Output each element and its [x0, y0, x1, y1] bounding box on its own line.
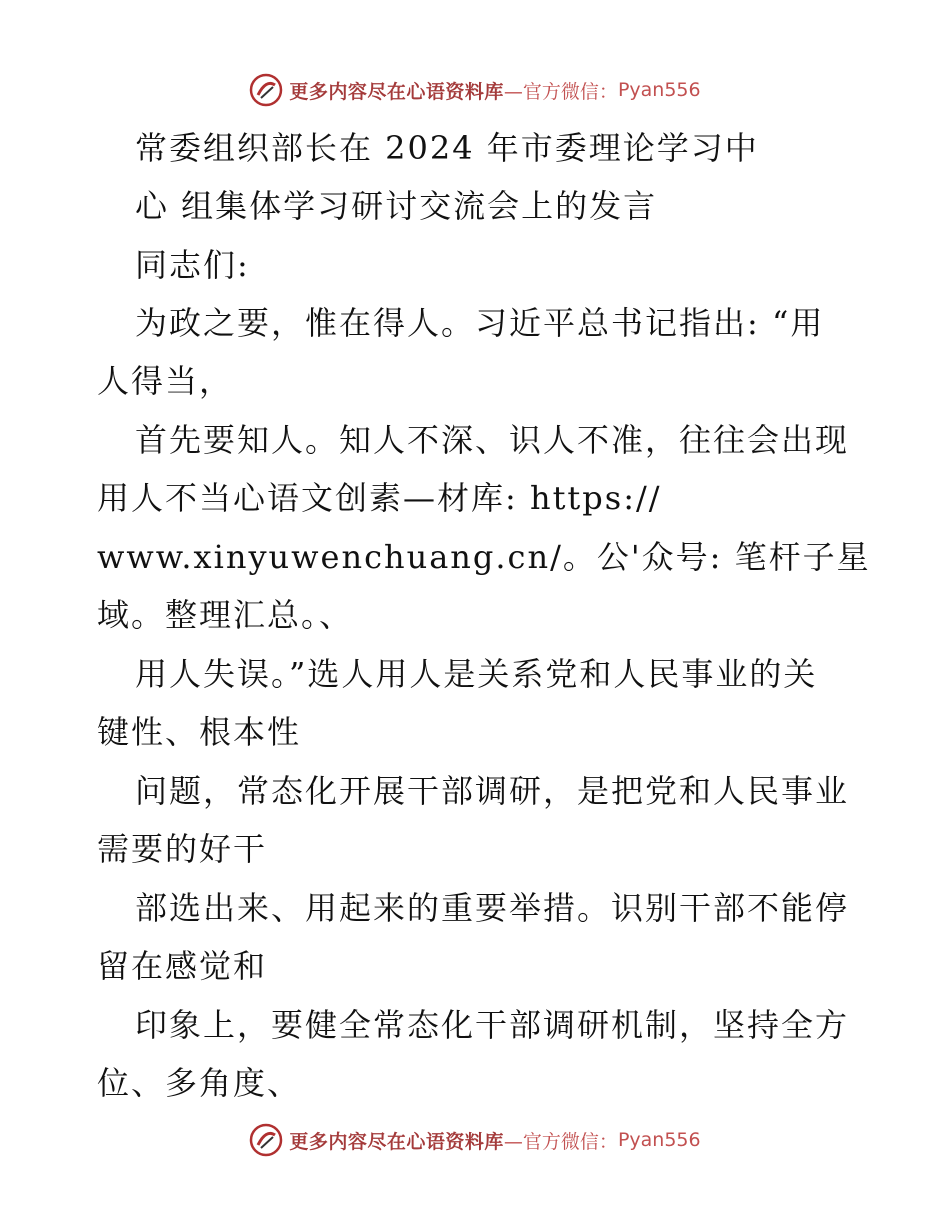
header-watermark-banner [0, 70, 950, 110]
paragraph-line: 键性、根本性 [97, 713, 302, 751]
salutation: 同志们: [135, 246, 250, 284]
paragraph-line: 需要的好干 [97, 830, 268, 868]
title-line-2: 心 组集体学习研讨交流会上的发言 [135, 187, 658, 225]
paragraph-line: 部选出来、用起来的重要举措。识别干部不能停 [135, 889, 850, 927]
paragraph-line: 位、多角度、 [97, 1064, 302, 1102]
banner-separator-text: —官方微信： [503, 1130, 618, 1153]
footer-watermark-banner [0, 1120, 950, 1160]
banner-wechat-id: Pyan556 [617, 79, 701, 101]
paragraph-line: 用人不当心语文创素—材库: https:// [97, 479, 662, 517]
banner-main-text: 更多内容尽在心语资料库 [289, 1130, 504, 1153]
logo-icon [249, 73, 283, 107]
paragraph-line: 印象上，要健全常态化干部调研机制，坚持全方 [135, 1006, 850, 1044]
paragraph-line: 问题，常态化开展干部调研，是把党和人民事业 [135, 772, 850, 810]
paragraph-line: 域。整理汇总。、 [97, 596, 354, 634]
paragraph-line: 首先要知人。知人不深、识人不准，往往会出现 [135, 421, 850, 459]
paragraph-line: 用人失误。”选人用人是关系党和人民事业的关 [135, 655, 818, 693]
paragraph-line: 人得当， [97, 362, 234, 400]
banner-separator-text: —官方微信： [503, 80, 618, 103]
logo-icon [249, 1123, 283, 1157]
banner-main-text: 更多内容尽在心语资料库 [289, 80, 504, 103]
title-line-1: 常委组织部长在 2024 年市委理论学习中 [135, 129, 759, 167]
paragraph-line: 留在感觉和 [97, 947, 268, 985]
banner-wechat-id: Pyan556 [617, 1129, 701, 1151]
paragraph-line: 为政之要，惟在得人。习近平总书记指出: “用 [135, 304, 825, 342]
paragraph-line: www.xinyuwenchuang.cn/。公'众号: 笔杆子星 [97, 538, 871, 576]
